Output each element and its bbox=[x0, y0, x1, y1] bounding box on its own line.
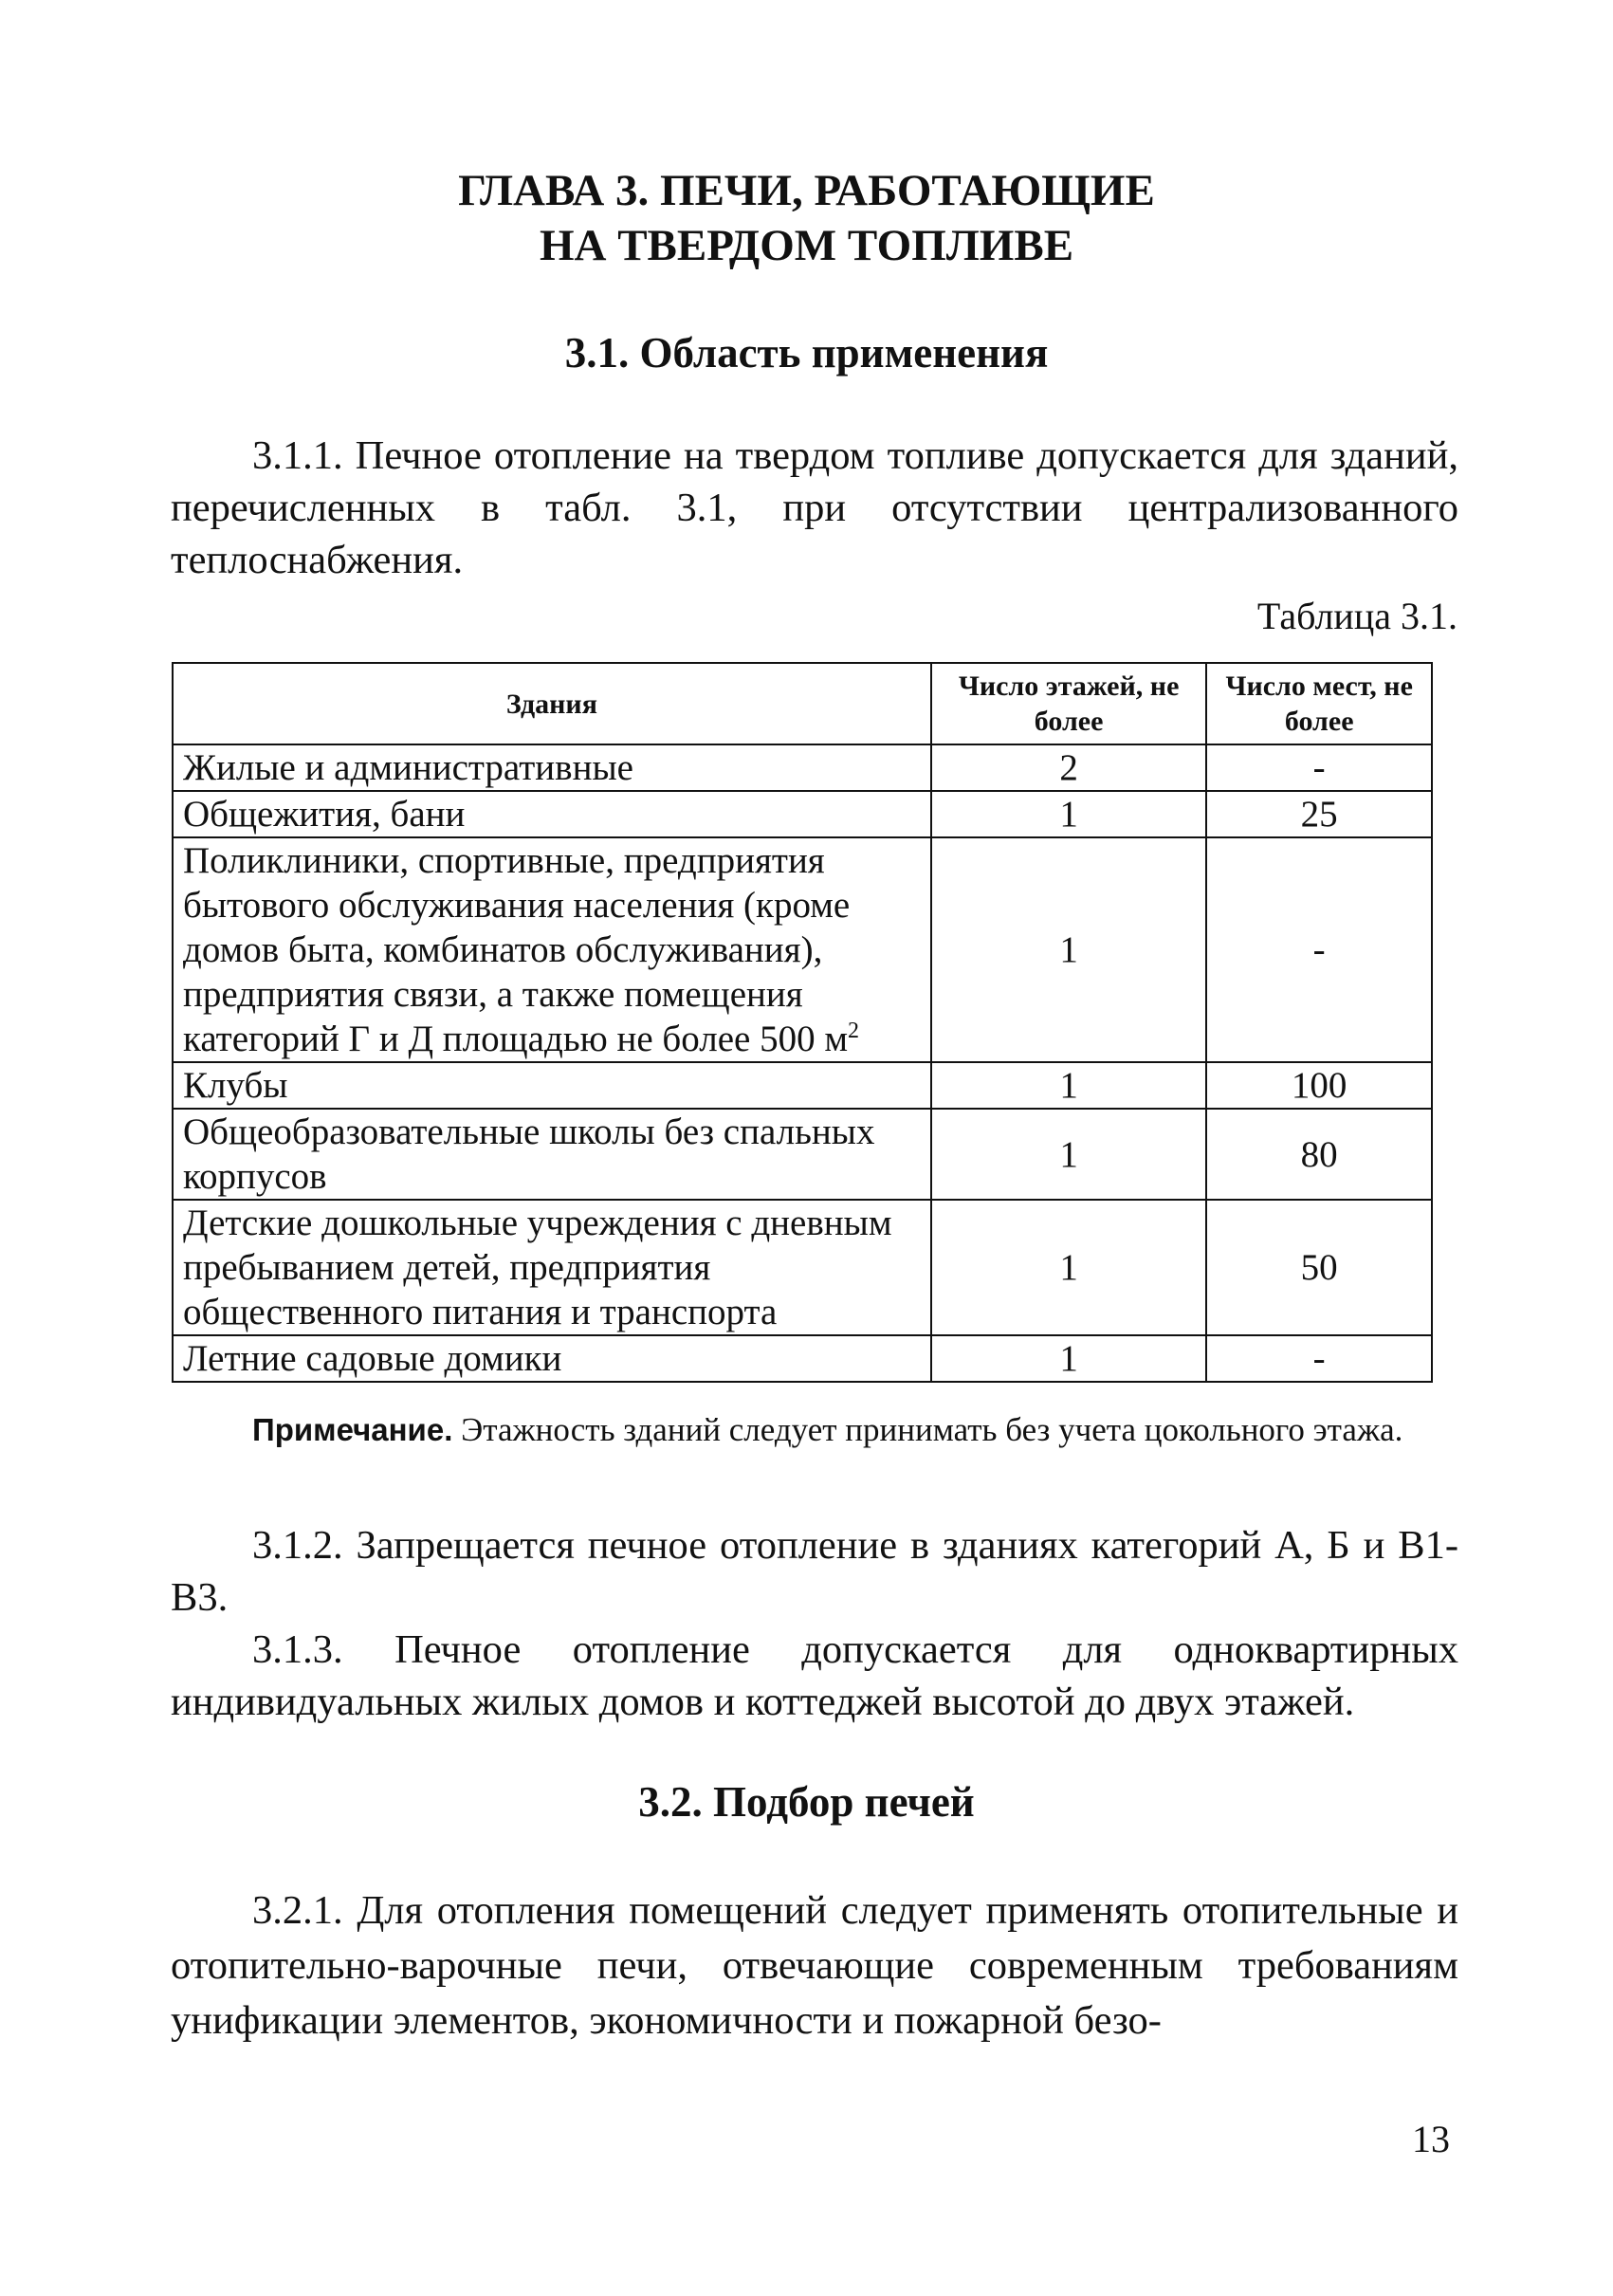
superscript-2: 2 bbox=[848, 1019, 860, 1043]
cell-building-text: Поликлиники, спортивные, предприятия бытового обслуживания населения (кроме домов быта, комбинатов обслуживания), предприятия связи, а также помещения категорий Г и Д площадью не более 500 м bbox=[183, 840, 851, 1059]
cell-building: Летние садовые домики bbox=[173, 1335, 931, 1382]
cell-building: Общеобразовательные школы без спальных корпусов bbox=[173, 1109, 931, 1200]
table-header-row bbox=[173, 663, 1432, 744]
cell-floors: 1 bbox=[931, 791, 1207, 837]
buildings-table bbox=[172, 662, 1433, 1383]
table-row bbox=[173, 1062, 1432, 1109]
paragraph-3-2-1 bbox=[171, 1883, 1458, 2048]
cell-places: - bbox=[1206, 837, 1432, 1062]
cell-places: 50 bbox=[1206, 1200, 1432, 1335]
table-note bbox=[171, 1405, 1458, 1455]
cell-places: - bbox=[1206, 744, 1432, 791]
cell-building: Общежития, бани bbox=[173, 791, 931, 837]
cell-floors: 1 bbox=[931, 1335, 1207, 1382]
header-buildings: Здания bbox=[173, 663, 931, 744]
table-caption: Таблица 3.1. bbox=[1256, 595, 1457, 637]
table-row bbox=[173, 791, 1432, 837]
cell-places: 100 bbox=[1206, 1062, 1432, 1109]
header-places: Число мест, не более bbox=[1206, 663, 1432, 744]
chapter-title-line-2: НА ТВЕРДОМ ТОПЛИВЕ bbox=[539, 221, 1074, 270]
cell-floors: 1 bbox=[931, 1062, 1207, 1109]
cell-floors: 1 bbox=[931, 1200, 1207, 1335]
paragraph-3-1-2 bbox=[171, 1519, 1458, 1624]
cell-floors: 1 bbox=[931, 837, 1207, 1062]
paragraph-3-1-3-text: 3.1.3. Печное отопление допускается для одноквартирных индивидуальных жилых домов и коттеджей высотой до двух этажей. bbox=[171, 1627, 1458, 1724]
paragraph-3-1-2-text: 3.1.2. Запрещается печное отопление в зданиях категорий А, Б и В1-В3. bbox=[171, 1523, 1458, 1620]
cell-places: - bbox=[1206, 1335, 1432, 1382]
cell-places: 25 bbox=[1206, 791, 1432, 837]
note-label-text: Примечание. bbox=[252, 1412, 453, 1447]
cell-places: 80 bbox=[1206, 1109, 1432, 1200]
page-number: 13 bbox=[1412, 2118, 1450, 2160]
cell-building: Клубы bbox=[173, 1062, 931, 1109]
section-title-3-1: 3.1. Область применения bbox=[564, 329, 1049, 377]
chapter-title-line-1: ГЛАВА 3. ПЕЧИ, РАБОТАЮЩИЕ bbox=[458, 166, 1155, 215]
paragraph-3-1-3 bbox=[171, 1624, 1458, 1728]
table-row bbox=[173, 744, 1432, 791]
chapter-title bbox=[0, 163, 1613, 273]
paragraph-3-1-1-text: 3.1.1. Печное отопление на твердом топливе допускается для зданий, перечисленных в табл. 3.1, при отсутствии централизованного теплоснабжения. bbox=[171, 433, 1458, 582]
cell-building bbox=[173, 837, 931, 1062]
cell-floors: 2 bbox=[931, 744, 1207, 791]
cell-floors: 1 bbox=[931, 1109, 1207, 1200]
note-label bbox=[171, 1411, 452, 1448]
cell-building: Детские дошкольные учреждения с дневным пребыванием детей, предприятия общественного питания и транспорта bbox=[173, 1200, 931, 1335]
section-title-3-2: 3.2. Подбор печей bbox=[638, 1778, 975, 1826]
header-floors: Число этажей, не более bbox=[931, 663, 1207, 744]
note-text: Этажность зданий следует принимать без учета цокольного этажа. bbox=[452, 1411, 1403, 1448]
paragraph-3-2-1-text: 3.2.1. Для отопления помещений следует применять отопительные и отопительно-варочные печи, отвечающие современным требованиям унификации элементов, экономичности и пожарной безо- bbox=[171, 1888, 1458, 2043]
cell-building: Жилые и административные bbox=[173, 744, 931, 791]
table-row bbox=[173, 1200, 1432, 1335]
table-row bbox=[173, 837, 1432, 1062]
table-row bbox=[173, 1335, 1432, 1382]
paragraph-3-1-1 bbox=[171, 430, 1458, 586]
table-row bbox=[173, 1109, 1432, 1200]
